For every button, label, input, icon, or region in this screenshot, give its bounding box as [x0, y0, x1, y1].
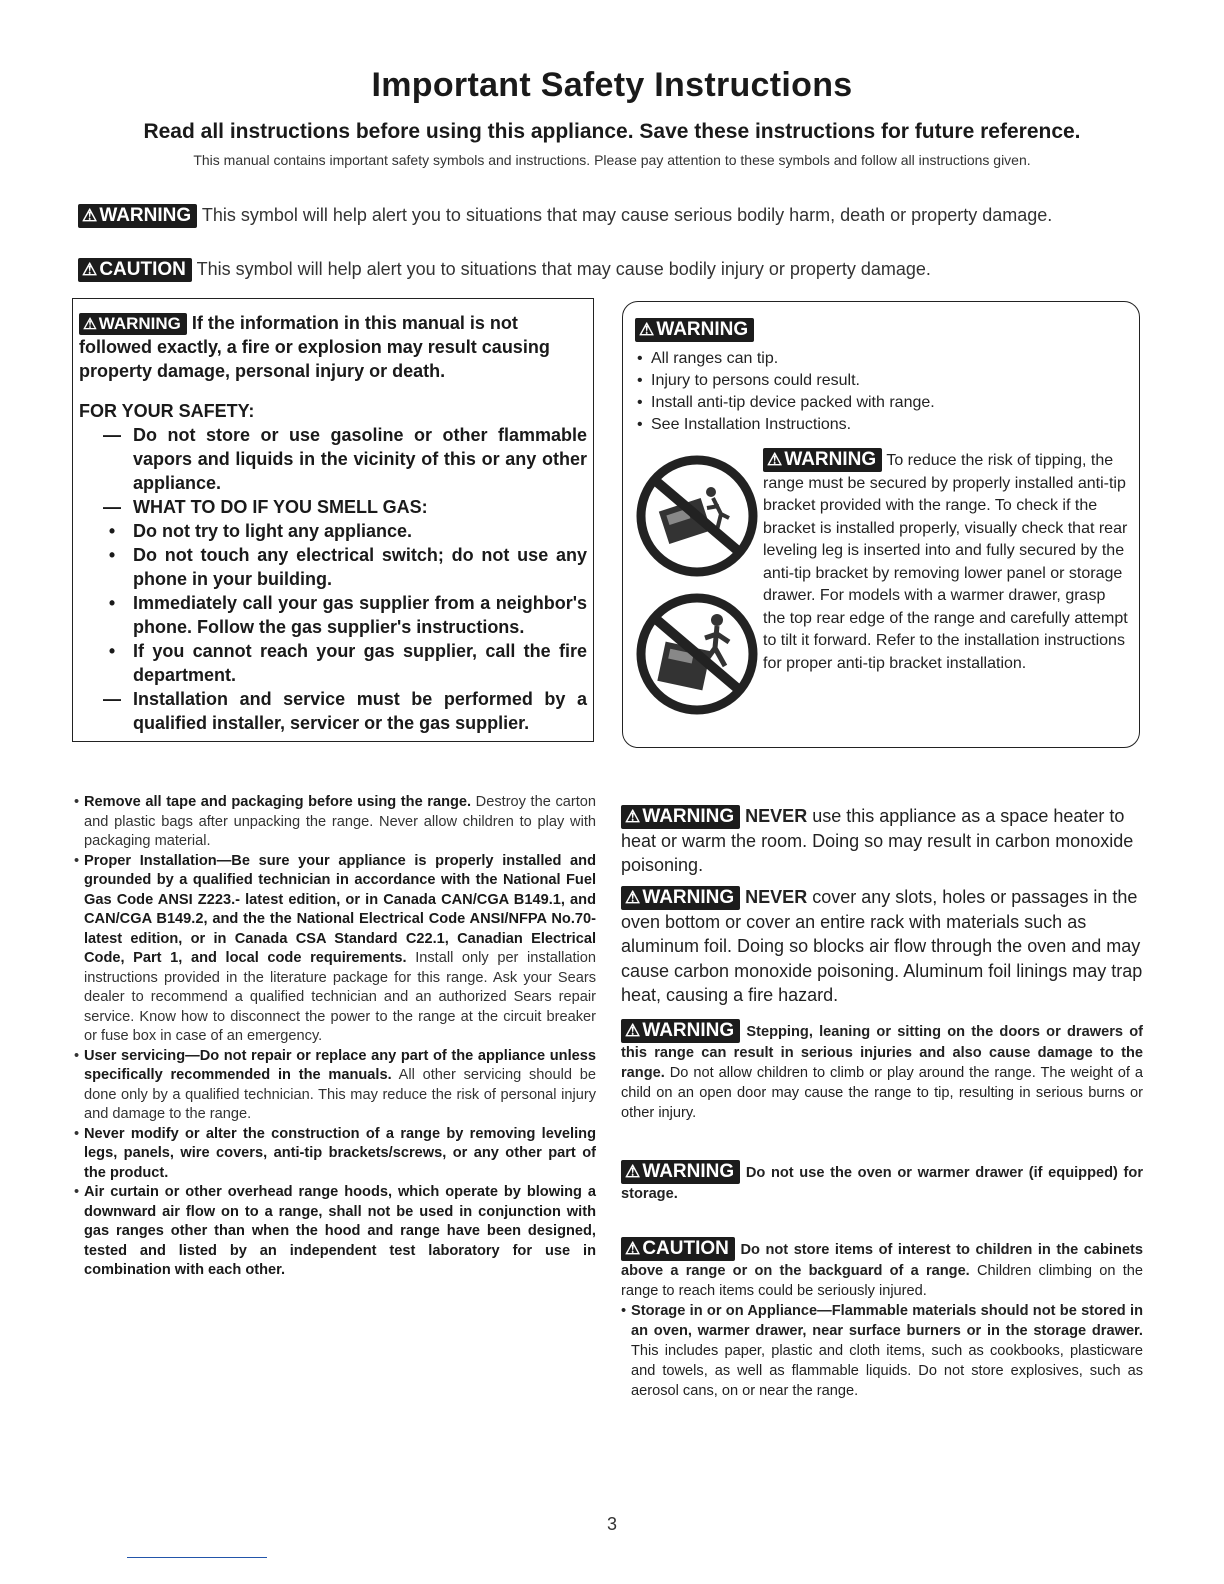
warning-badge: ⚠ WARNING: [78, 204, 197, 228]
intro-text: This manual contains important safety symbols and instructions. Please pay attention to these symbols and follow all instructions given.: [193, 152, 1031, 168]
warning-badge: ⚠ WARNING: [621, 805, 740, 829]
caution-badge: ⚠ CAUTION: [621, 1237, 735, 1261]
warning-badge: ⚠ WARNING: [621, 1160, 740, 1184]
caution-symbol-line: [78, 258, 931, 282]
warning-badge: ⚠ WARNING: [621, 1019, 740, 1043]
warning-triangle-icon: ⚠: [625, 1021, 641, 1040]
list-item: • Never modify or alter the construction of a range by removing leveling legs, panels, wire covers, anti-tip brackets/screws, or any other part of the product.: [76, 1125, 596, 1184]
range-tipping-prohibited-icon: [633, 452, 761, 580]
list-item: • Do not touch any electrical switch; do not use any phone in your building.: [108, 545, 587, 589]
warning-badge: ⚠ WARNING: [621, 886, 740, 910]
warning-triangle-icon: ⚠: [625, 888, 641, 907]
warning-badge: ⚠ WARNING: [635, 318, 754, 342]
list-item: • Injury to persons could result.: [635, 370, 1129, 392]
caution-badge: ⚠ CAUTION: [78, 258, 192, 282]
list-item: • Air curtain or other overhead range hoods, which operate by blowing a downward air flow on to a range, shall not be used in conjunction with gas ranges other than when the hood and range have been designed, tested and listed by an independent test laboratory for use in combination with each other.: [76, 1183, 596, 1281]
footer-rule: [127, 1557, 267, 1558]
gas-warning-lead: ⚠ WARNING If the information in this manual is not followed exactly, a fire or explosion may result causing property damage, personal injury or death.: [79, 313, 550, 381]
warning-triangle-icon: ⚠: [625, 1162, 641, 1181]
page-number: 3: [606, 1514, 617, 1534]
list-item: • If you cannot reach your gas supplier, call the fire department.: [108, 641, 587, 685]
warning-symbol-text: This symbol will help alert you to situations that may cause serious bodily harm, death or property damage.: [201, 205, 1053, 225]
anti-tip-bullets: [635, 348, 1129, 436]
list-item: — WHAT TO DO IF YOU SMELL GAS:: [103, 497, 428, 517]
list-item: • Install anti-tip device packed with range.: [635, 392, 1129, 414]
warning-triangle-icon: ⚠: [639, 320, 655, 339]
warning-triangle-icon: ⚠: [82, 206, 98, 225]
anti-tip-body: ⚠ WARNING To reduce the risk of tipping, the range must be secured by properly installed anti-tip bracket provided with the range. To check if the bracket is installed properly, visually check that rear leveling leg is inserted into and fully secured by the anti-tip bracket by removing lower panel or storage drawer. For models with a warmer drawer, grasp the top rear edge of the range and carefully attempt to tilt it forward. Refer to the installation instructions for proper anti-tip bracket installation.: [763, 449, 1128, 672]
storage-warning: ⚠ WARNING Do not use the oven or warmer drawer (if equipped) for storage.: [621, 1161, 1143, 1202]
warning-triangle-icon: ⚠: [625, 1239, 641, 1258]
list-item: • Remove all tape and packaging before using the range. Destroy the carton and plastic bags after unpacking the range. Never allow children to play with packaging material.: [76, 793, 596, 852]
warning-triangle-icon: ⚠: [625, 807, 641, 826]
child-on-door-prohibited-icon: [633, 590, 761, 718]
warning-badge: ⚠ WARNING: [79, 313, 187, 335]
list-item: • See Installation Instructions.: [635, 414, 1129, 436]
list-item: — Do not store or use gasoline or other flammable vapors and liquids in the vicinity of this or any other appliance.: [103, 425, 587, 493]
list-item: • Immediately call your gas supplier from a neighbor's phone. Follow the gas supplier's instructions.: [108, 593, 587, 637]
gas-safety-list: [79, 423, 587, 735]
warning-triangle-icon: ⚠: [82, 260, 98, 279]
warning-badge: ⚠ WARNING: [763, 448, 882, 472]
children-caution: ⚠ CAUTION Do not store items of interest to children in the cabinets above a range or on the backguard of a range. Children climbing on the range to reach items could be seriously injured. • Storage in or on Appliance—Flammable materials should not be stored in an oven, warmer drawer, near surface burners or in the storage drawer. This includes paper, plastic and cloth items, such as cookbooks, plasticware and towels, as well as flammable liquids. Do not store explosives, such as aerosol cans, on or near the range.: [621, 1237, 1143, 1401]
list-item: • All ranges can tip.: [635, 348, 1129, 370]
warning-triangle-icon: ⚠: [767, 450, 783, 469]
anti-tip-warning-box: [622, 301, 1140, 748]
doors-warning: ⚠ WARNING Stepping, leaning or sitting on the doors or drawers of this range can result in serious injuries and also cause damage to the range. Do not allow children to climb or play around the range. The weight of a child on an open door may cause the range to tip, resulting in serious burns or other injury.: [621, 1020, 1143, 1121]
space-heater-warning: ⚠ WARNING NEVER use this appliance as a space heater to heat or warm the room. Doing so may result in carbon monoxide poisoning.: [621, 806, 1134, 876]
warning-triangle-icon: ⚠: [83, 316, 97, 333]
foil-warning: ⚠ WARNING NEVER cover any slots, holes or passages in the oven bottom or cover an entire rack with materials such as aluminum foil. Doing so blocks air flow through the oven and may cause carbon monoxide poisoning. Aluminum foil linings may trap heat, causing a fire hazard.: [621, 887, 1143, 1006]
caution-symbol-text: This symbol will help alert you to situations that may cause bodily injury or property damage.: [196, 259, 931, 279]
list-item: — Installation and service must be performed by a qualified installer, servicer or the gas supplier.: [103, 689, 587, 733]
list-item: • Storage in or on Appliance—Flammable materials should not be stored in an oven, warmer drawer, near surface burners or in the storage drawer. This includes paper, plastic and cloth items, such as cookbooks, plasticware and towels, as well as flammable liquids. Do not store explosives, such as aerosol cans, on or near the range.: [621, 1301, 1143, 1401]
left-safety-column: [76, 793, 596, 1281]
for-your-safety-heading: FOR YOUR SAFETY:: [79, 401, 255, 421]
list-item: • User servicing—Do not repair or replace any part of the appliance unless specifically recommended in the manuals. All other servicing should be done only by a qualified technician. This may reduce the risk of personal injury and damage to the range.: [76, 1047, 596, 1125]
page-subtitle: Read all instructions before using this appliance. Save these instructions for future reference.: [143, 120, 1081, 143]
list-item: • Proper Installation—Be sure your appliance is properly installed and grounded by a qualified technician in accordance with the National Fuel Gas Code ANSI Z223.- latest edition, or in Canada CAN/CGA B149.1, and CAN/CGA B149.2, and the the National Electrical Code ANSI/NFPA No.70-latest edition, or in Canada CSA Standard C22.1, Canadian Electrical Code, Part 1, and local code requirements. Install only per installation instructions provided in the literature package for this range. Ask your Sears dealer to recommend a qualified technician and an authorized Sears repair service. Know how to disconnect the power to the range at the circuit breaker or fuse box in case of an emergency.: [76, 852, 596, 1047]
page-title: Important Safety Instructions: [371, 66, 853, 104]
warning-symbol-line: [78, 204, 1052, 228]
gas-warning-box: [72, 298, 594, 742]
list-item: • Do not try to light any appliance.: [108, 521, 413, 541]
